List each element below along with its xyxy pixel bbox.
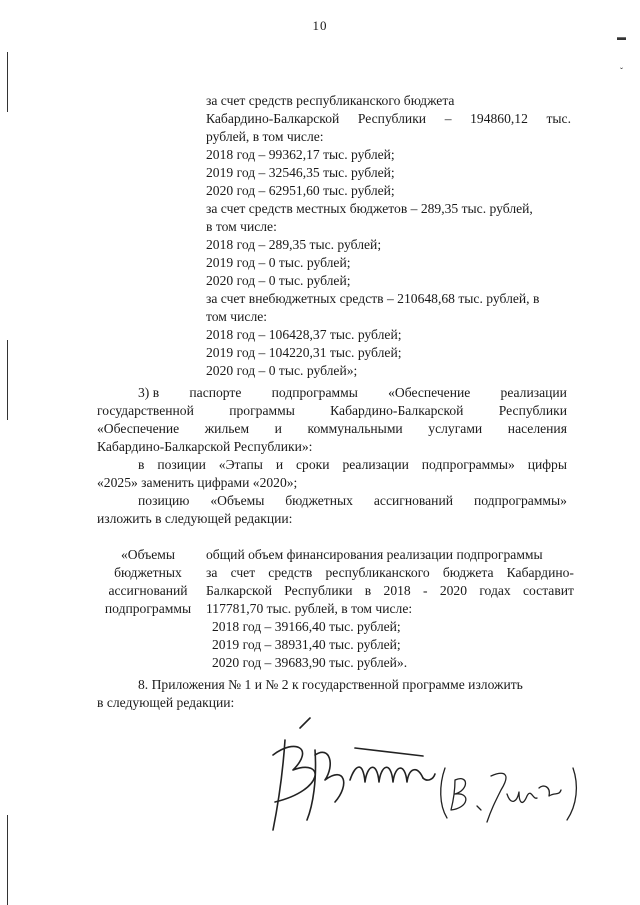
signature-icon [255,710,585,850]
finance-line: 2019 год – 32546,35 тыс. рублей; [206,165,395,180]
finance-line: Кабардино-Балкарской Республики – 194860,12 тыс. [206,111,571,126]
table-label: «Объемы [121,547,175,562]
item-3-line: государственной программы Кабардино-Балкарской Республики [97,403,567,418]
table-label: ассигнований [108,583,188,598]
item-3-line: 3) в паспорте подпрограммы «Обеспечение реализации [138,385,567,400]
table-text-line: за счет средств республиканского бюджета Кабардино- [206,565,574,580]
corner-mark: ▬ [617,32,626,42]
finance-line: рублей, в том числе: [206,129,324,144]
table-text-line: общий объем финансирования реализации подпрограммы [206,547,543,562]
finance-line: 2018 год – 289,35 тыс. рублей; [206,237,382,252]
table-year-line: 2020 год – 39683,90 тыс. рублей». [212,655,408,670]
table-label: бюджетных [114,565,182,580]
finance-line: 2020 год – 62951,60 тыс. рублей; [206,183,395,198]
finance-line: 2018 год – 99362,17 тыс. рублей; [206,147,395,162]
item-3-line: в позиции «Этапы и сроки реализации подпрограммы» цифры [138,457,567,472]
finance-line: 2018 год – 106428,37 тыс. рублей; [206,327,402,342]
corner-mark: ˇ [620,66,623,76]
table-year-line: 2019 год – 38931,40 тыс. рублей; [212,637,401,652]
item-3-line: «Обеспечение жильем и коммунальными услугами населения [97,421,567,436]
page-number: 10 [312,18,328,33]
table-text-line: Балкарской Республики в 2018 - 2020 годах составит [206,583,574,598]
item-3-line: Кабардино-Балкарской Республики»: [97,439,313,454]
item-8-line: в следующей редакции: [97,695,235,710]
finance-line: за счет средств местных бюджетов – 289,35 тыс. рублей, [206,201,533,216]
left-margin-rule [7,340,8,420]
finance-line: 2019 год – 104220,31 тыс. рублей; [206,345,402,360]
left-margin-rule [7,815,8,905]
table-text-line: 117781,70 тыс. рублей, в том числе: [206,601,413,616]
finance-line: том числе: [206,309,268,324]
item-3-line: изложить в следующей редакции: [97,511,293,526]
finance-line: за счет средств республиканского бюджета [206,93,455,108]
table-year-line: 2018 год – 39166,40 тыс. рублей; [212,619,401,634]
item-8-line: 8. Приложения № 1 и № 2 к государственной программе изложить [138,677,523,692]
finance-line: 2020 год – 0 тыс. рублей»; [206,363,358,378]
table-label: подпрограммы [104,601,192,616]
signature [255,710,585,855]
finance-line: 2019 год – 0 тыс. рублей; [206,255,351,270]
item-3-line: «2025» заменить цифрами «2020»; [97,475,298,490]
finance-line: 2020 год – 0 тыс. рублей; [206,273,351,288]
finance-line: в том числе: [206,219,277,234]
left-margin-rule [7,52,8,112]
item-3-line: позицию «Объемы бюджетных ассигнований подпрограммы» [138,493,567,508]
finance-line: за счет внебюджетных средств – 210648,68 тыс. рублей, в [206,291,540,306]
